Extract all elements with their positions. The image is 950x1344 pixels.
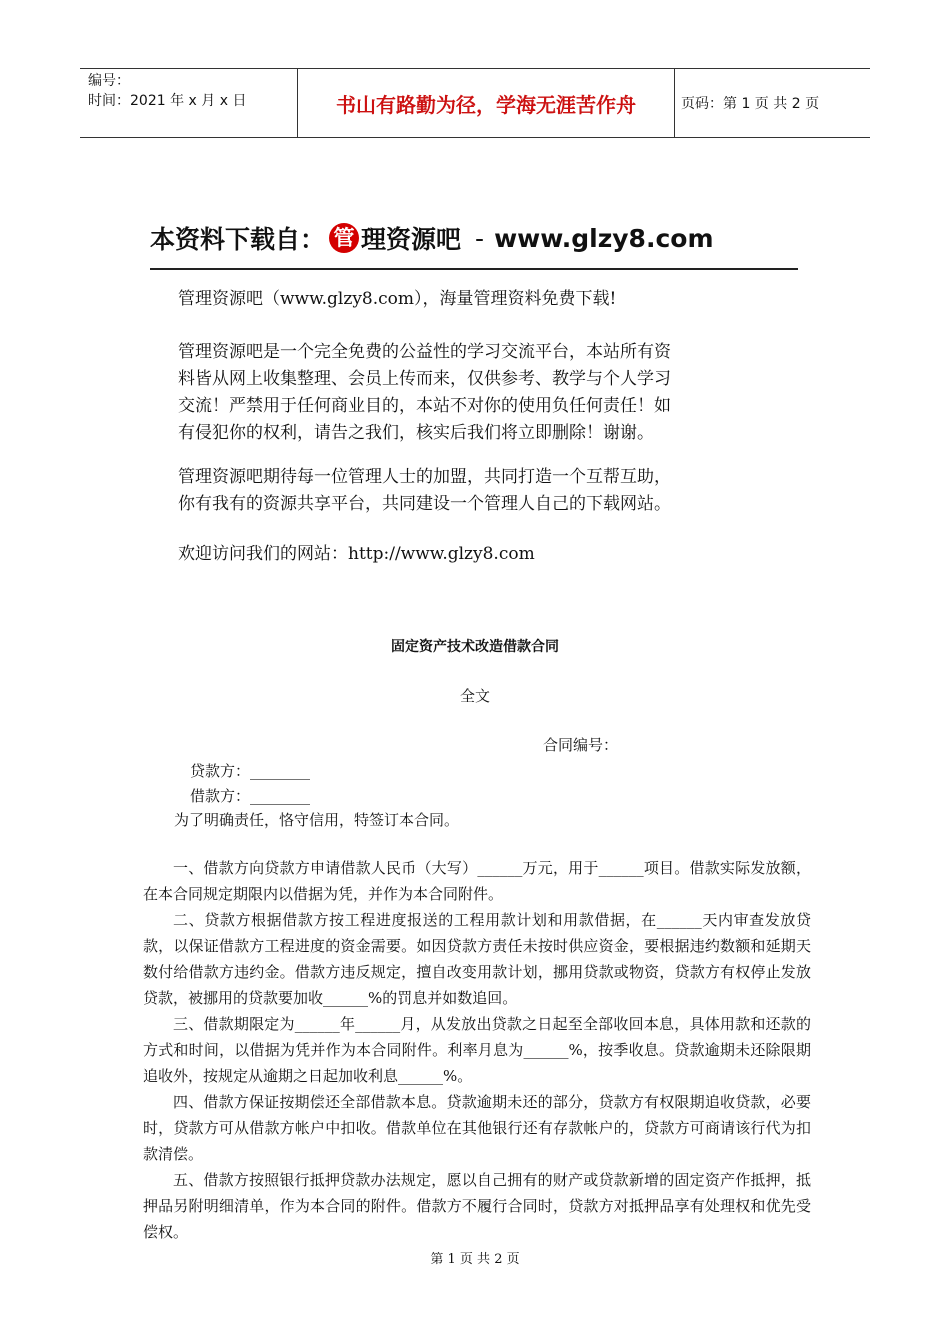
number-label: 编号： (88, 73, 130, 89)
contract-intro: 为了明确责任，恪守信用，特签订本合同。 (174, 811, 460, 829)
notice-paragraph-1 (178, 286, 778, 313)
notice-p4: 欢迎访问我们的网站：http://www.glzy8.com (178, 544, 535, 564)
clause-paragraph: 三、借款期限定为______年______月，从发放出贷款之日起至全部收回本息，具体用款和还款的方式和时间，以借据为凭并作为本合同附件。利率月息为______%，按季收息。贷款逾期未还除限期追收外，按规定从逾期之日起加收利息______%。 (143, 1015, 811, 1085)
clause-paragraph: 二、贷款方根据借款方按工程进度报送的工程用款计划和用款借据，在______天内审查发放贷款，以保证借款方工程进度的资金需要。如因贷款方责任未按时供应资金，要根据违约数额和延期天数付给借款方违约金。借款方违反规定，擅自改变用款计划，挪用贷款或物资，贷款方有权停止发放贷款，被挪用的贷款要加收______%的罚息并如数追回。 (143, 911, 811, 1007)
notice-p2-line: 交流！严禁用于任何商业目的，本站不对你的使用负任何责任！如 (178, 396, 671, 416)
banner-site-name: 理资源吧 (361, 225, 462, 254)
page-footer: 第 1 页 共 2 页 (430, 1252, 520, 1267)
page-header (80, 68, 870, 138)
notice-paragraph-4 (178, 541, 778, 568)
notice-p2-line: 有侵犯你的权利，请告之我们，核实后我们将立即删除！谢谢。 (178, 423, 654, 443)
notice-paragraph-2 (178, 339, 778, 447)
clause-paragraph: 一、借款方向贷款方申请借款人民币（大写）______万元，用于______项目。借款实际发放额，在本合同规定期限内以借据为凭，并作为本合同附件。 (143, 859, 811, 903)
banner-url: www.glzy8.com (494, 223, 714, 253)
borrower-line: 借款方：________ (190, 787, 311, 805)
header-motto: 书山有路勤为径，学海无涯苦作舟 (298, 69, 675, 137)
notice-p2-line: 管理资源吧是一个完全免费的公益性的学习交流平台，本站所有资 (178, 342, 671, 362)
lender-line: 贷款方：________ (190, 762, 311, 780)
notice-p2-line: 料皆从网上收集整理、会员上传而来，仅供参考、教学与个人学习 (178, 369, 671, 389)
site-logo-icon: 管 (329, 223, 359, 253)
clause-paragraph: 五、借款方按照银行抵押贷款办法规定，愿以自己拥有的财产或贷款新增的固定资产作抵押，抵押品另附明细清单，作为本合同的附件。借款方不履行合同时，贷款方对抵押品享有处理权和优先受偿权。 (143, 1171, 811, 1241)
banner-prefix: 本资料下载自： (150, 225, 326, 254)
header-page-label: 页码：第 1 页 共 2 页 (681, 96, 820, 112)
contract-title: 固定资产技术改造借款合同 (391, 639, 559, 655)
date-label: 时间：2021 年 x 月 x 日 (88, 93, 247, 109)
notice-p3-line: 管理资源吧期待每一位管理人士的加盟，共同打造一个互帮互助， (178, 467, 671, 487)
download-banner (150, 208, 798, 270)
contract-clauses (143, 855, 811, 1245)
notice-paragraph-3 (178, 464, 778, 518)
clause-paragraph: 四、借款方保证按期偿还全部借款本息。贷款逾期未还的部分，贷款方有权限期追收贷款，必要时，贷款方可从借款方帐户中扣收。借款单位在其他银行还有存款帐户的，贷款方可商请该行代为扣款清偿。 (143, 1093, 811, 1163)
notice-p1: 管理资源吧（www.glzy8.com），海量管理资料免费下载! (178, 289, 617, 309)
contract-subtitle: 全文 (459, 687, 490, 705)
header-meta (80, 69, 298, 137)
contract-number-label: 合同编号： (543, 736, 619, 754)
banner-dash: - (475, 223, 485, 253)
notice-p3-line: 你有我有的资源共享平台，共同建设一个管理人自己的下载网站。 (178, 494, 671, 514)
